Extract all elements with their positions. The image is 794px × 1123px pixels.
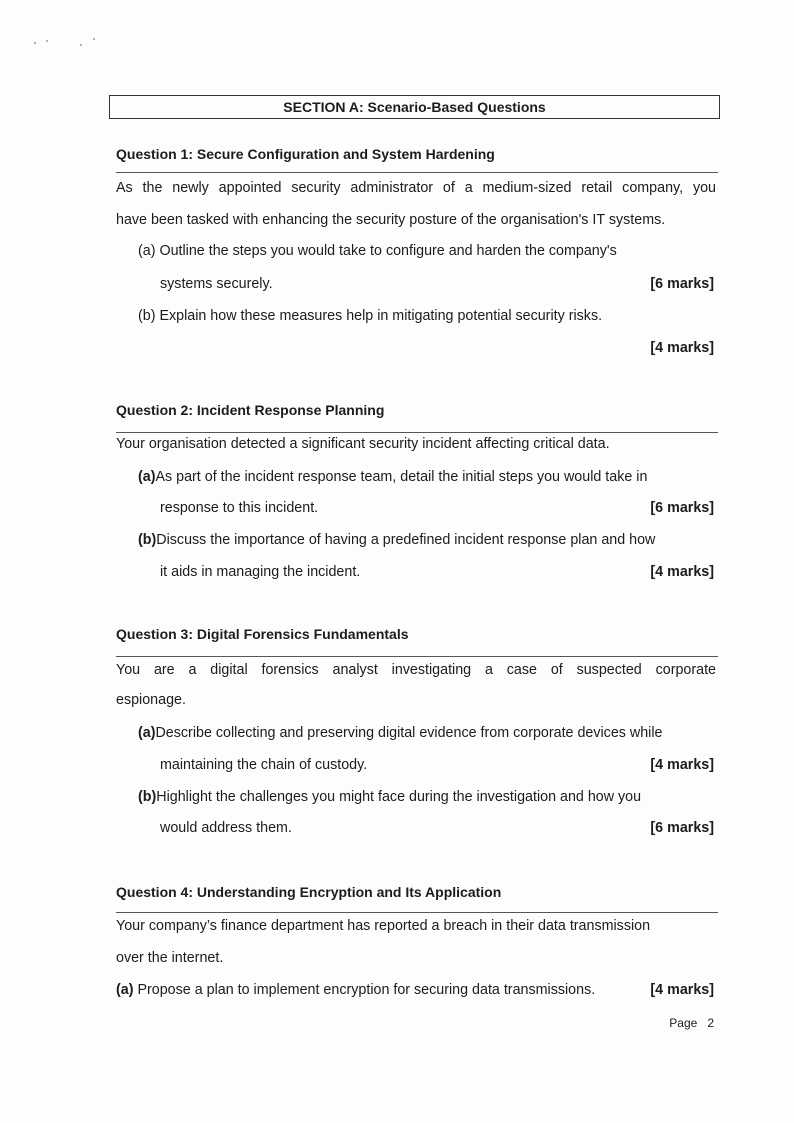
question-4-part-a-marks: [4 marks] <box>650 982 714 998</box>
question-3-part-a-marks: [4 marks] <box>650 757 714 773</box>
question-1-rule <box>116 172 718 173</box>
question-2-title: Question 2: Incident Response Planning <box>116 402 385 418</box>
question-3-part-b-line-2: would address them. <box>160 820 292 836</box>
question-1-part-b-marks: [4 marks] <box>650 340 714 356</box>
scan-speck <box>93 38 95 40</box>
scan-speck <box>80 44 82 46</box>
question-3-part-a-text: Describe collecting and preserving digital evidence from corporate devices while <box>155 725 663 741</box>
question-2-rule <box>116 432 718 433</box>
question-2-part-b-marks: [4 marks] <box>650 564 714 580</box>
question-3-part-b-label: (b) <box>138 789 157 805</box>
question-1-part-a-line-2: systems securely. <box>160 276 273 292</box>
scan-speck <box>46 40 48 42</box>
question-3-part-a-line-2: maintaining the chain of custody. <box>160 757 368 773</box>
page-number: 2 <box>707 1016 714 1030</box>
question-3-part-b-text: Highlight the challenges you might face during the investigation and how you <box>156 789 642 805</box>
question-2-part-b-label: (b) <box>138 532 157 548</box>
page-label: Page <box>669 1016 698 1030</box>
question-3-part-b-marks: [6 marks] <box>650 820 714 836</box>
question-4-rule <box>116 912 718 913</box>
question-4-part-a-label: (a) <box>116 982 134 998</box>
question-3-part-a-label: (a) <box>138 725 156 741</box>
question-3-intro-line-2: espionage. <box>116 692 186 708</box>
question-1-part-b-line-1: (b) Explain how these measures help in mitigating potential security risks. <box>138 308 603 324</box>
question-2-part-a-line-2: response to this incident. <box>160 500 319 516</box>
question-3-part-a-line-1 <box>138 725 663 741</box>
question-4-title: Question 4: Understanding Encryption and Its Application <box>116 884 502 900</box>
scan-speck <box>34 42 36 44</box>
question-3-part-b-line-1 <box>138 789 641 805</box>
question-4-intro-line-1: Your company’s finance department has reported a breach in their data transmission <box>116 918 651 934</box>
question-2-part-a-line-1 <box>138 469 647 485</box>
question-2-part-a-marks: [6 marks] <box>650 500 714 516</box>
question-1-part-a-marks: [6 marks] <box>650 276 714 292</box>
question-2-intro-line-1: Your organisation detected a significant security incident affecting critical data. <box>116 436 610 452</box>
page-footer <box>669 1016 714 1030</box>
question-2-part-a-label: (a) <box>138 469 156 485</box>
question-3-title: Question 3: Digital Forensics Fundamentals <box>116 626 409 642</box>
question-2-part-a-text: As part of the incident response team, detail the initial steps you would take in <box>155 469 648 485</box>
question-2-part-b-line-2: it aids in managing the incident. <box>160 564 361 580</box>
question-1-intro-line-2: have been tasked with enhancing the security posture of the organisation's IT systems. <box>116 212 666 228</box>
section-heading: SECTION A: Scenario-Based Questions <box>109 95 720 119</box>
question-4-part-a-line-1 <box>116 982 595 998</box>
question-1-title: Question 1: Secure Configuration and System Hardening <box>116 146 495 162</box>
question-4-intro-line-2: over the internet. <box>116 950 224 966</box>
question-2-part-b-text: Discuss the importance of having a predefined incident response plan and how <box>156 532 656 548</box>
question-4-part-a-text: Propose a plan to implement encryption for securing data transmissions. <box>137 982 596 998</box>
question-1-part-a-line-1: (a) Outline the steps you would take to configure and harden the company's <box>138 243 617 259</box>
question-3-rule <box>116 656 718 657</box>
question-2-part-b-line-1 <box>138 532 655 548</box>
question-3-intro-line-1: You are a digital forensics analyst investigating a case of suspected corporate <box>116 662 716 678</box>
question-1-intro-line-1: As the newly appointed security administrator of a medium-sized retail company, you <box>116 180 716 196</box>
